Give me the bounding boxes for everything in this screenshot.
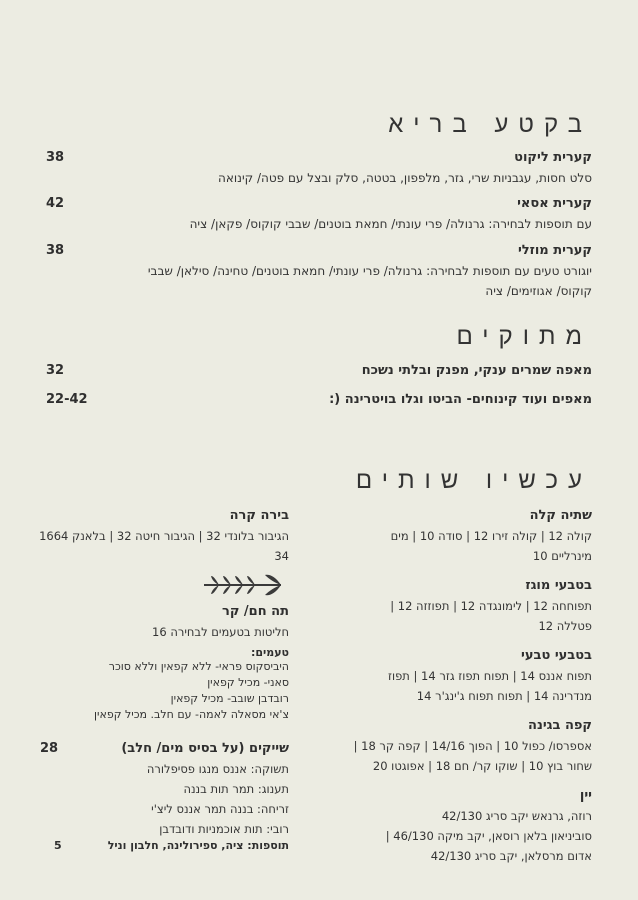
section-title-healthy: בקטע בריא <box>388 110 592 138</box>
drink-category <box>34 741 289 852</box>
wine-line: סוביניאון בלאן רוסאן, יקב מיקה 46/130 | <box>385 829 592 843</box>
category-title: שתיה קלה <box>529 508 592 523</box>
shake-item: תשוקה: אננס מנגו פסיפלורה <box>146 762 289 776</box>
flavors-title: טעמים: <box>250 646 289 659</box>
section-title-drinks: עכשיו שותים <box>355 466 592 494</box>
category-items: הגיבור בלונדי 32 | הגיבור חיטה 32 | בלאנק 1664 34 <box>39 529 289 563</box>
shake-item: רובי: תות אוכמניות ודובדבן <box>159 822 289 836</box>
wine-line: רוזה, גרנאש יקב סריג 42/130 <box>441 809 592 823</box>
wine-line: אדום מרסלאן, יקב סריג 42/130 <box>430 849 592 863</box>
drink-category <box>352 648 592 706</box>
drink-category <box>352 578 592 636</box>
drink-category <box>352 718 592 776</box>
menu-item <box>46 243 592 301</box>
drink-category <box>352 788 592 866</box>
item-description: עם תוספות לבחירה: גרנולה/ פרי עונתי/ חמאת בוטנים/ שבבי קוקוס/ פקאן/ ציה <box>189 217 592 231</box>
category-title: תה חם/ קר <box>222 604 289 619</box>
category-title: שייקים (על בסיס מים/ חלב) <box>121 741 289 756</box>
category-items: אספרסו/ כפול 10 | הפוך 14/16 | קפה קר 18 | שחור בוץ 10 | שוקו קר/ חם 18 | אפוגטו 20 <box>353 739 592 773</box>
menu-item <box>46 392 592 407</box>
drink-category <box>34 604 289 723</box>
item-description: סלט חסות, עגבניות שרי, גזר, מלפפון, בטטה, סלק ובצל עם פטה/ קינואה <box>218 171 592 185</box>
menu-item <box>46 196 592 234</box>
item-name: קערית ליקוט <box>514 150 592 165</box>
flavor-item: רובדבן שובב- מכיל קפאין <box>170 692 289 705</box>
flavor-item: צ'אי מסאלה לאמה- עם חלב. מכיל קפאין <box>94 708 289 721</box>
item-price: 38 <box>46 150 65 165</box>
flavor-item: סאני- מכיל קפאין <box>207 676 289 689</box>
category-items: קולה 12 | קולה זירו 12 | סודה 10 | מים מינרליים 10 <box>390 529 592 563</box>
drinks-right-column <box>352 508 592 866</box>
shake-item: זריחה: בננה תמר אננס ליצ'י <box>151 802 289 816</box>
category-items: תפוח אננס 14 | תפוח תפוז גזר 14 | תפוז מנדרינה 14 | תפוח תפוח ג'ינג'ר 14 <box>388 669 592 703</box>
menu-item <box>46 150 592 188</box>
section-title-sweets: מתוקים <box>456 322 592 350</box>
item-price: 38 <box>46 243 65 258</box>
drinks-left-column <box>34 508 289 852</box>
category-title: יין <box>579 788 592 803</box>
item-price: 42 <box>46 196 65 211</box>
item-description: יוגורט טעים עם תוספות לבחירה: גרנולה/ פרי עונתי/ חמאת בוטנים/ טחינה/ סילאן/ שבבי קוקוס/ אגוזימים/ ציה <box>147 264 592 298</box>
item-name: מאפים ועוד קינוחים- הביטו וגלו בויטרינה (: <box>329 392 592 407</box>
category-title: בטבעי מוגז <box>525 578 592 593</box>
item-price: 22-42 <box>46 392 88 407</box>
olive-branch-icon <box>199 570 289 600</box>
shake-item: תענוג: תמר תות בננה <box>183 782 289 796</box>
category-items: תפוחחה 12 | לימונגדה 12 | תפוזזה 12 | פטללה 12 <box>390 599 592 633</box>
item-name: מאפה שמרים ענקי, מפנק ובלתי נשכח <box>361 363 592 378</box>
category-title: בירה קרה <box>229 508 289 523</box>
item-name: קערית מוזלי <box>517 243 592 258</box>
category-title: בטבעי טבעי <box>521 648 592 663</box>
category-items: חליטות בטעמים לבחירה 16 <box>152 625 289 639</box>
item-price: 32 <box>46 363 65 378</box>
drink-category <box>352 508 592 566</box>
menu-item <box>46 363 592 378</box>
flavor-item: היביסקוס פראי- ללא קפאין וללא סוכר <box>108 660 289 673</box>
extras-price: 5 <box>54 839 62 852</box>
extras-label: תוספות: ציה, ספירולינה, חלבון וניל <box>107 839 289 852</box>
item-price: 28 <box>40 741 59 756</box>
category-title: קפה בגינה <box>528 718 592 733</box>
drink-category <box>34 508 289 566</box>
item-name: קערית אסאי <box>517 196 592 211</box>
